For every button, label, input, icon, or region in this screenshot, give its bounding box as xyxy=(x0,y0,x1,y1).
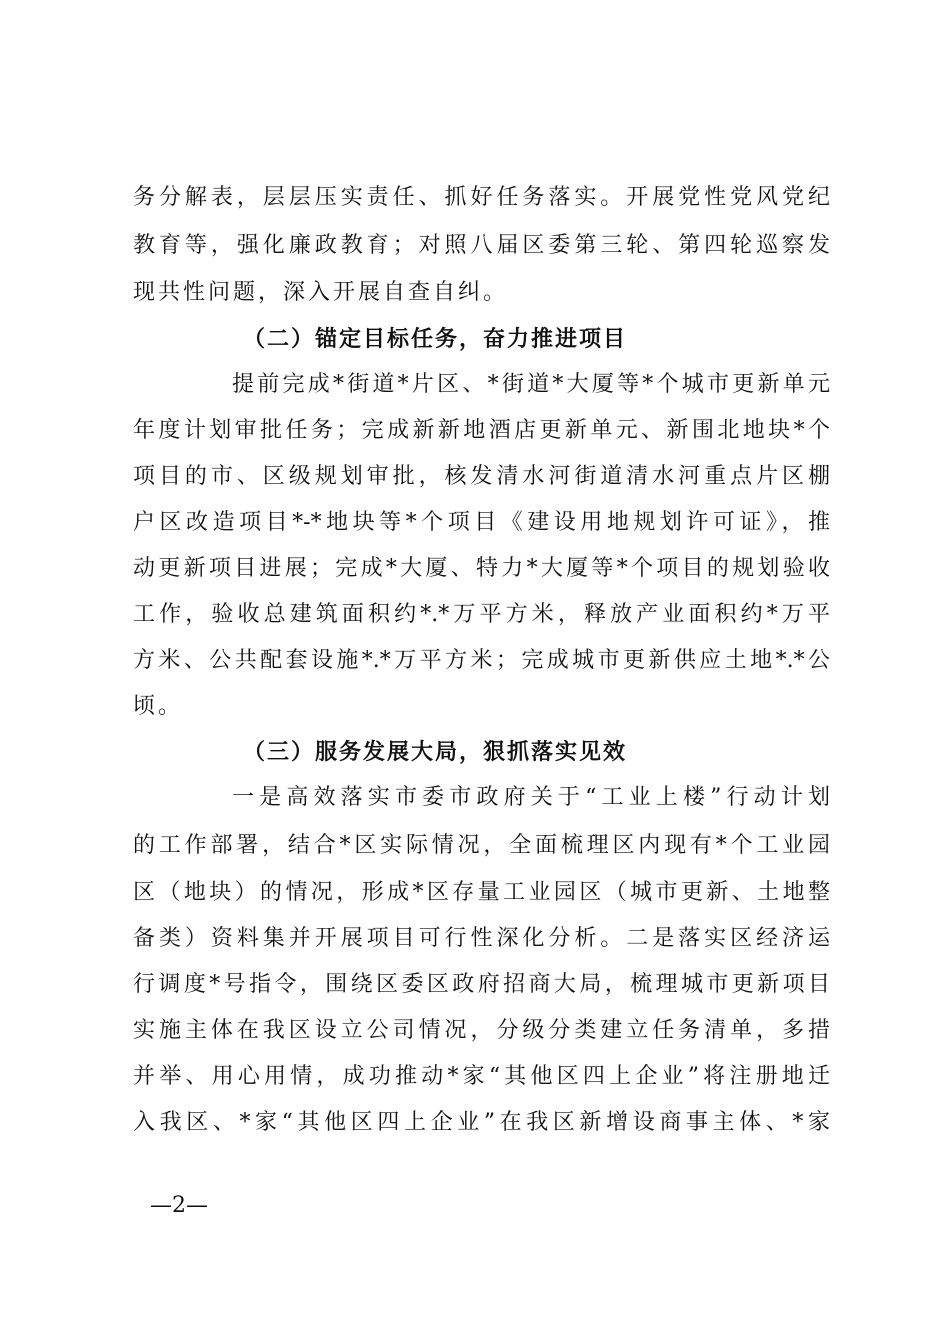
body-text-line: 并举、用心用情，成功推动*家“其他区四上企业”将注册地迁 xyxy=(133,1064,830,1089)
section-heading-2: （二）锚定目标任务，奋力推进项目 xyxy=(243,326,628,352)
body-text-line: 一是高效落实市委市政府关于“工业上楼”行动计划 xyxy=(232,785,830,810)
body-text-line: 提前完成*街道*片区、*街道*大厦等*个城市更新单元 xyxy=(232,372,830,397)
body-text-line: 行调度*号指令，围绕区委区政府招商大局，梳理城市更新项目 xyxy=(133,972,830,997)
body-text-line: 顷。 xyxy=(133,694,184,719)
body-text-line: 入我区、*家“其他区四上企业”在我区新增设商事主体、*家 xyxy=(133,1110,830,1135)
section-heading-3: （三）服务发展大局，狠抓落实见效 xyxy=(243,739,628,765)
body-text-line: 备类）资料集并开展项目可行性深化分析。二是落实区经济运 xyxy=(133,926,830,951)
body-text-line: 区（地块）的情况，形成*区存量工业园区（城市更新、土地整 xyxy=(133,880,830,905)
body-text-line: 动更新项目进展；完成*大厦、特力*大厦等*个项目的规划验收 xyxy=(133,556,830,581)
body-text-line: 务分解表，层层压实责任、抓好任务落实。开展党性党风党纪 xyxy=(133,185,830,210)
body-text-line: 年度计划审批任务；完成新新地酒店更新单元、新围北地块*个 xyxy=(133,418,830,443)
body-text-line: 户区改造项目*-*地块等*个项目《建设用地规划许可证》，推 xyxy=(133,510,830,535)
body-text-line: 项目的市、区级规划审批，核发清水河街道清水河重点片区棚 xyxy=(133,464,830,489)
body-text-line: 现共性问题，深入开展自查自纠。 xyxy=(133,280,509,305)
body-text-line: 的工作部署，结合*区实际情况，全面梳理区内现有*个工业园 xyxy=(133,833,830,858)
body-text-line: 方米、公共配套设施*.*万平方米；完成城市更新供应土地*.*公 xyxy=(133,648,830,673)
page-number: —2— xyxy=(150,1193,208,1218)
body-text-line: 教育等，强化廉政教育；对照八届区委第三轮、第四轮巡察发 xyxy=(133,233,830,258)
body-text-line: 实施主体在我区设立公司情况，分级分类建立任务清单，多措 xyxy=(133,1018,830,1043)
body-text-line: 工作，验收总建筑面积约*.*万平方米，释放产业面积约*万平 xyxy=(133,602,830,627)
